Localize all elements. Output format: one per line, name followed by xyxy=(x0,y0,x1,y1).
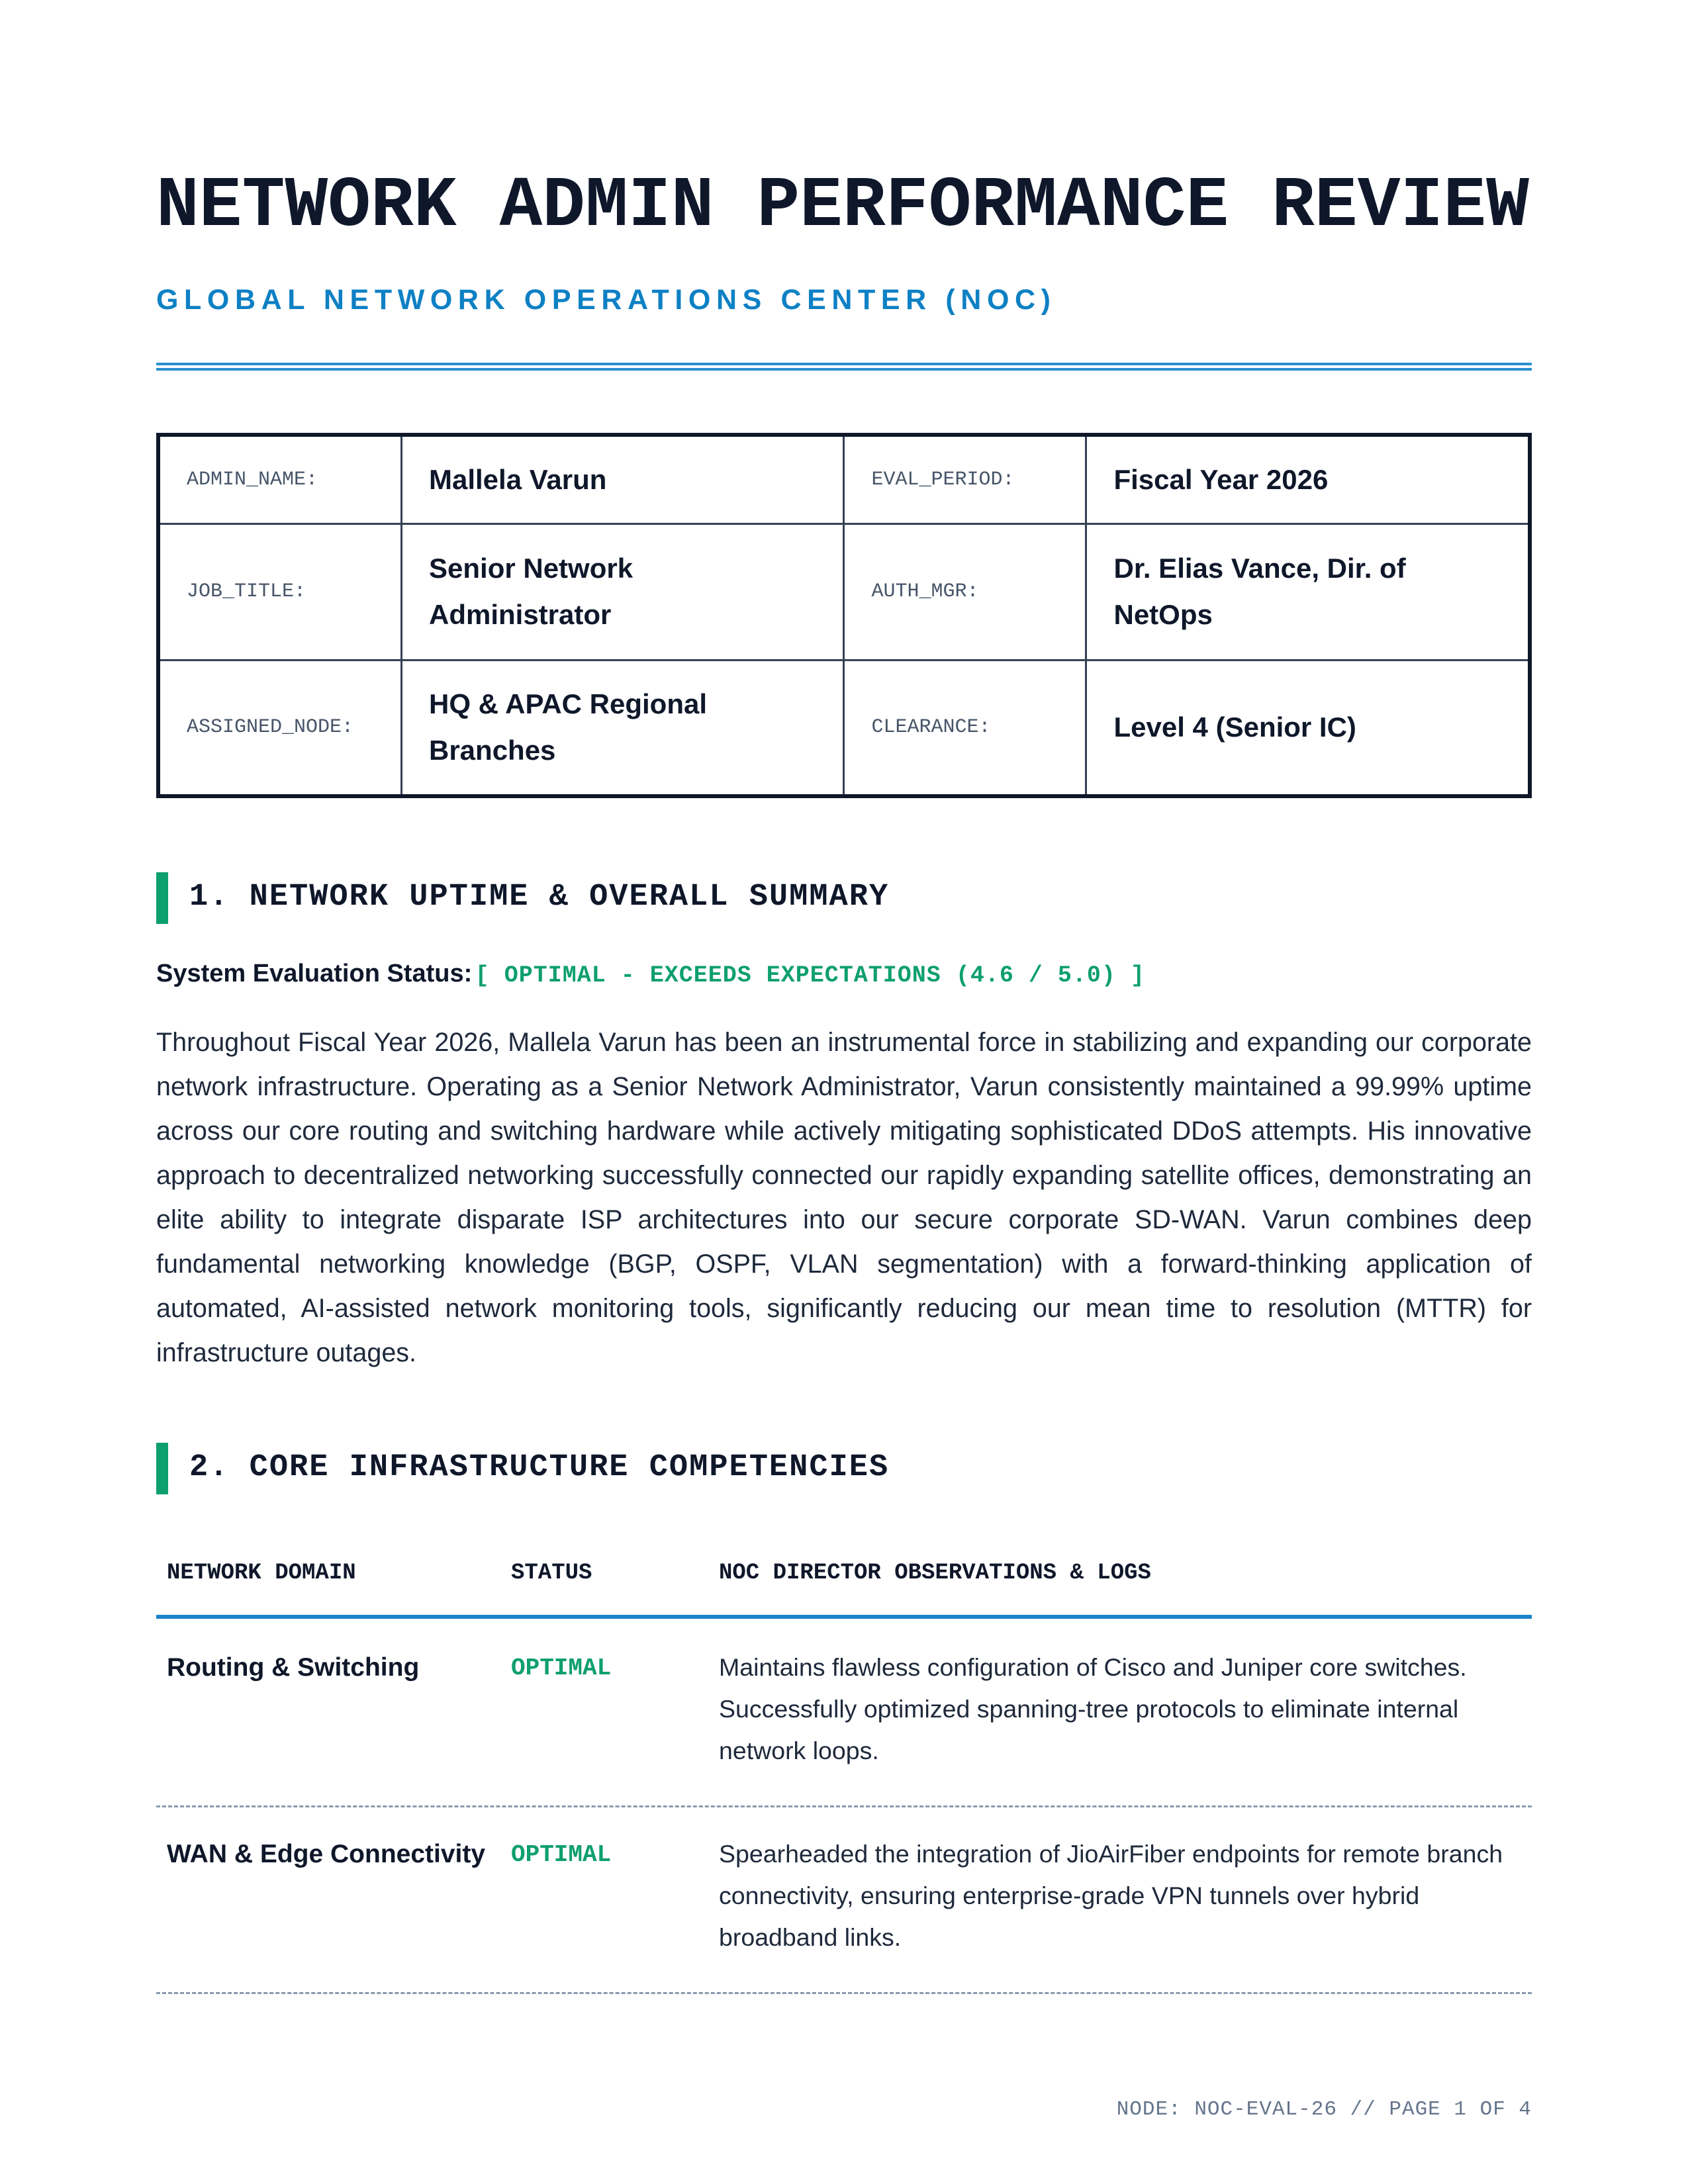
info-row xyxy=(158,435,1530,523)
section-2-title: 2. CORE INFRASTRUCTURE COMPETENCIES xyxy=(189,1450,890,1485)
status-value: [ OPTIMAL - EXCEEDS EXPECTATIONS (4.6 / 5.0) ] xyxy=(475,962,1145,989)
section-1-title: 1. NETWORK UPTIME & OVERALL SUMMARY xyxy=(189,880,890,915)
assigned-node-value: HQ & APAC Regional Branches xyxy=(402,660,844,796)
info-row xyxy=(158,523,1530,660)
row-domain: WAN & Edge Connectivity xyxy=(167,1840,486,1868)
section-marker xyxy=(156,872,168,924)
row-observation: Spearheaded the integration of JioAirFiber endpoints for remote branch connectivity, ensuring enterprise-grade VPN tunnels over hybrid broadband links. xyxy=(719,1840,1503,1951)
admin-name-label: ADMIN_NAME: xyxy=(158,435,402,523)
job-title-value: Senior Network Administrator xyxy=(402,523,844,660)
assigned-node-label: ASSIGNED_NODE: xyxy=(158,660,402,796)
eval-period-label: EVAL_PERIOD: xyxy=(844,435,1086,523)
auth-mgr-label: AUTH_MGR: xyxy=(844,523,1086,660)
row-status: OPTIMAL xyxy=(511,1841,612,1868)
column-header-status: STATUS xyxy=(511,1561,592,1586)
competency-table-header xyxy=(156,1549,1532,1619)
auth-mgr-value: Dr. Elias Vance, Dir. of NetOps xyxy=(1086,523,1530,660)
row-divider xyxy=(156,1992,1532,1994)
page-title: NETWORK ADMIN PERFORMANCE REVIEW xyxy=(156,166,1529,247)
table-row xyxy=(156,1840,1532,1972)
header-divider xyxy=(156,363,1532,371)
section-marker xyxy=(156,1443,168,1494)
row-observation: Maintains flawless configuration of Cisco and Juniper core switches. Successfully optimized spanning-tree protocols to eliminate internal network loops. xyxy=(719,1653,1467,1764)
employee-info-table xyxy=(156,433,1532,798)
table-row xyxy=(156,1653,1532,1786)
evaluation-status xyxy=(156,961,1145,987)
summary-paragraph: Throughout Fiscal Year 2026, Mallela Varun has been an instrumental force in stabilizing and expanding our corporate network infrastructure. Operating as a Senior Network Administrator, Varun consistently maintained a 99.99% uptime across our core routing and switching hardware while actively mitigating sophisticated DDoS attempts. His innovative approach to decentralized networking successfully connected our rapidly expanding satellite offices, demonstrating an elite ability to integrate disparate ISP architectures into our secure corporate SD-WAN. Varun combines deep fundamental networking knowledge (BGP, OSPF, VLAN segmentation) with a forward-thinking application of automated, AI-assisted network monitoring tools, significantly reducing our mean time to resolution (MTTR) for infrastructure outages. xyxy=(156,1028,1532,1367)
row-divider xyxy=(156,1805,1532,1807)
info-row xyxy=(158,660,1530,796)
status-label: System Evaluation Status: xyxy=(156,960,473,987)
eval-period-value: Fiscal Year 2026 xyxy=(1086,435,1530,523)
page-footer: NODE: NOC-EVAL-26 // PAGE 1 OF 4 xyxy=(1116,2098,1532,2121)
row-domain: Routing & Switching xyxy=(167,1653,420,1682)
row-status: OPTIMAL xyxy=(511,1655,612,1682)
column-header-domain: NETWORK DOMAIN xyxy=(167,1561,356,1586)
job-title-label: JOB_TITLE: xyxy=(158,523,402,660)
admin-name-value: Mallela Varun xyxy=(402,435,844,523)
column-header-observations: NOC DIRECTOR OBSERVATIONS & LOGS xyxy=(719,1561,1151,1586)
clearance-label: CLEARANCE: xyxy=(844,660,1086,796)
clearance-value: Level 4 (Senior IC) xyxy=(1086,660,1530,796)
page-subtitle: GLOBAL NETWORK OPERATIONS CENTER (NOC) xyxy=(156,284,1056,316)
